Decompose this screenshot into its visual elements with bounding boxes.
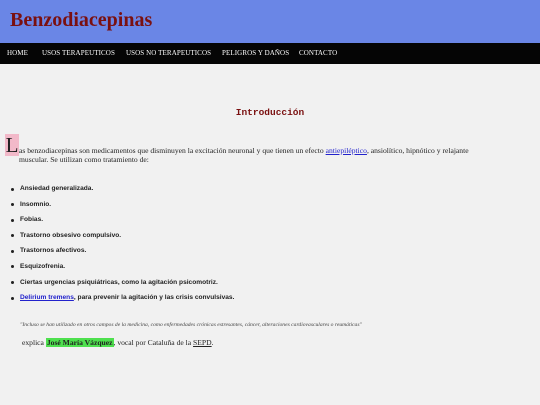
main-nav (0, 43, 540, 64)
quote-text: "Incluso se han utilizado en otros campos de la medicina, como enfermedades crónicas estresantes, cáncer, alteraciones cardiovasculares o reumáticas" (20, 322, 362, 328)
list-item: Ciertas urgencias psiquiátricas, como la agitación psicomotriz. (10, 279, 530, 295)
credit-middle: , vocal por Cataluña de la (113, 338, 192, 347)
list-item: Ansiedad generalizada. (10, 185, 530, 201)
organization-abbr: SEPD (193, 338, 212, 347)
credit-prefix: explica (22, 338, 44, 347)
list-item (10, 294, 530, 310)
credit-end: . (211, 338, 214, 347)
nav-item-contacto[interactable]: CONTACTO (299, 49, 338, 57)
nav-item-peligros-y-danos[interactable]: PELIGROS Y DAÑOS (222, 49, 290, 57)
intro-text-rest: , ansiolítico, hipnótico y relajante (366, 146, 469, 155)
section-heading: Introducción (235, 107, 305, 118)
site-header (0, 0, 540, 43)
list-item: Insomnio. (10, 201, 530, 217)
list-item-text: , para prevenir la agitación y las crisis convulsivas. (73, 294, 235, 302)
credit-line (22, 338, 214, 347)
list-item: Fobias. (10, 216, 530, 232)
site-title: Benzodiacepinas (10, 9, 153, 31)
drop-cap: L (5, 133, 19, 157)
antiepileptico-link[interactable]: antiepiléptico (325, 146, 367, 155)
delirium-tremens-link[interactable]: Delirium tremens (20, 294, 74, 302)
list-item: Trastorno obsesivo compulsivo. (10, 232, 530, 248)
highlighted-name: José María Vázquez (46, 338, 113, 347)
intro-paragraph-line2: muscular. Se utilizan como tratamiento de: (19, 155, 149, 164)
nav-item-usos-no-terapeuticos[interactable]: USOS NO TERAPEUTICOS (126, 49, 212, 57)
nav-item-usos-terapeuticos[interactable]: USOS TERAPEUTICOS (42, 49, 115, 57)
list-item: Esquizofrenia. (10, 263, 530, 279)
intro-text: as benzodiacepinas son medicamentos que disminuyen la excitación neuronal y que tienen un efecto (19, 146, 324, 155)
uses-list (10, 185, 530, 310)
nav-item-home[interactable]: HOME (7, 49, 29, 57)
list-item: Trastornos afectivos. (10, 247, 530, 263)
